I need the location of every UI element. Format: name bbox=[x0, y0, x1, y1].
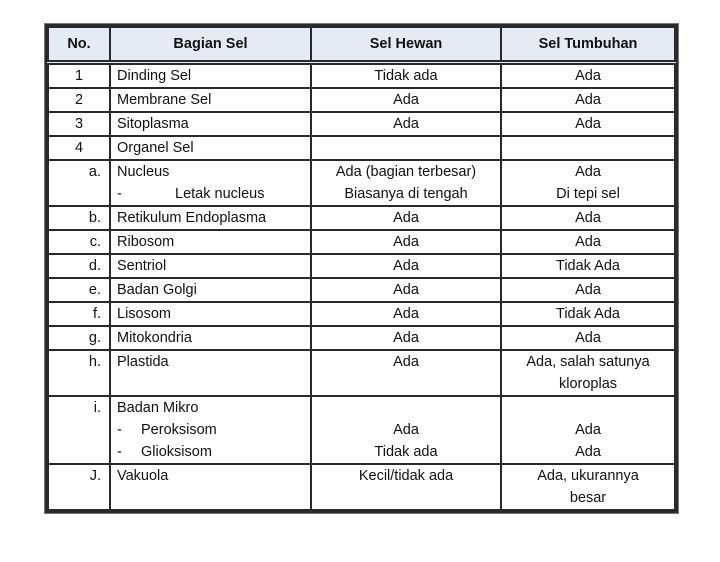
header-part: Bagian Sel bbox=[110, 27, 311, 63]
table-row bbox=[48, 396, 675, 464]
row-number: b. bbox=[48, 206, 110, 230]
table-row bbox=[48, 230, 675, 254]
cell-part: Vakuola bbox=[110, 464, 311, 510]
animal-line-2: Tidak ada bbox=[374, 444, 438, 460]
cell-animal: Ada bbox=[311, 350, 501, 396]
plant-line-1: Ada bbox=[575, 422, 601, 438]
cell-plant bbox=[501, 464, 675, 510]
cell-part: Membrane Sel bbox=[110, 88, 311, 112]
cell-plant bbox=[501, 396, 675, 464]
cell-animal bbox=[311, 396, 501, 464]
cell-part: Mitokondria bbox=[110, 326, 311, 350]
cell-part bbox=[110, 160, 311, 206]
cell-plant: Ada bbox=[501, 206, 675, 230]
header-no: No. bbox=[48, 27, 110, 63]
row-number: i. bbox=[48, 396, 110, 464]
dash-marker: - bbox=[117, 186, 122, 202]
dash-marker: - bbox=[117, 422, 122, 438]
table-row bbox=[48, 350, 675, 396]
cell-plant: Ada bbox=[501, 230, 675, 254]
cell-plant bbox=[501, 160, 675, 206]
sub-item-label: Peroksisom bbox=[141, 422, 217, 438]
plant-line-2: Ada bbox=[575, 444, 601, 460]
plant-line-1: Ada, ukurannya bbox=[537, 468, 639, 484]
cell-plant bbox=[501, 136, 675, 160]
sub-item-label: Glioksisom bbox=[141, 444, 212, 460]
cell-comparison-table-frame bbox=[45, 24, 678, 513]
cell-plant: Ada bbox=[501, 63, 675, 89]
sub-item bbox=[117, 419, 304, 441]
animal-line-1: Ada bbox=[393, 422, 419, 438]
row-number: 1 bbox=[48, 63, 110, 89]
row-number: 4 bbox=[48, 136, 110, 160]
plant-line-1: Ada, salah satunya bbox=[526, 354, 650, 370]
table-row bbox=[48, 63, 675, 89]
table-row bbox=[48, 464, 675, 510]
cell-part: Plastida bbox=[110, 350, 311, 396]
cell-comparison-table bbox=[47, 26, 676, 511]
cell-animal bbox=[311, 160, 501, 206]
sub-item bbox=[117, 441, 304, 463]
cell-part: Sitoplasma bbox=[110, 112, 311, 136]
part-label: Badan Mikro bbox=[117, 400, 199, 416]
cell-part bbox=[110, 396, 311, 464]
table-row bbox=[48, 326, 675, 350]
table-row bbox=[48, 254, 675, 278]
row-number: h. bbox=[48, 350, 110, 396]
animal-line-2: Biasanya di tengah bbox=[344, 186, 468, 202]
dash-marker: - bbox=[117, 444, 122, 460]
header-row bbox=[48, 27, 675, 63]
cell-part: Organel Sel bbox=[110, 136, 311, 160]
cell-part: Badan Golgi bbox=[110, 278, 311, 302]
row-number: J. bbox=[48, 464, 110, 510]
cell-part: Dinding Sel bbox=[110, 63, 311, 89]
cell-plant: Ada bbox=[501, 112, 675, 136]
cell-plant: Tidak Ada bbox=[501, 302, 675, 326]
cell-animal: Kecil/tidak ada bbox=[311, 464, 501, 510]
part-label: Nucleus bbox=[117, 164, 170, 180]
row-number: e. bbox=[48, 278, 110, 302]
cell-plant: Ada bbox=[501, 278, 675, 302]
cell-plant: Ada bbox=[501, 326, 675, 350]
row-number: d. bbox=[48, 254, 110, 278]
spacer bbox=[508, 397, 668, 419]
cell-animal: Ada bbox=[311, 326, 501, 350]
table-row bbox=[48, 88, 675, 112]
table-row bbox=[48, 112, 675, 136]
plant-line-2: besar bbox=[569, 490, 607, 506]
header-animal-cell: Sel Hewan bbox=[311, 27, 501, 63]
spacer bbox=[318, 397, 494, 419]
animal-line-1: Ada (bagian terbesar) bbox=[335, 164, 477, 180]
cell-plant: Ada bbox=[501, 88, 675, 112]
cell-part: Retikulum Endoplasma bbox=[110, 206, 311, 230]
table-row bbox=[48, 136, 675, 160]
cell-part: Ribosom bbox=[110, 230, 311, 254]
cell-animal: Ada bbox=[311, 112, 501, 136]
sub-item-label: Letak nucleus bbox=[175, 186, 265, 202]
row-number: f. bbox=[48, 302, 110, 326]
plant-line-2: Di tepi sel bbox=[556, 186, 620, 202]
cell-plant: Tidak Ada bbox=[501, 254, 675, 278]
table-row bbox=[48, 302, 675, 326]
cell-part: Lisosom bbox=[110, 302, 311, 326]
header-plant-cell: Sel Tumbuhan bbox=[501, 27, 675, 63]
plant-line-2: kloroplas bbox=[558, 376, 618, 392]
cell-plant bbox=[501, 350, 675, 396]
cell-animal: Ada bbox=[311, 302, 501, 326]
table-row bbox=[48, 206, 675, 230]
cell-animal: Ada bbox=[311, 88, 501, 112]
sub-item bbox=[117, 183, 304, 205]
cell-animal: Tidak ada bbox=[311, 63, 501, 89]
cell-animal: Ada bbox=[311, 278, 501, 302]
plant-line-1: Ada bbox=[575, 164, 601, 180]
row-number: c. bbox=[48, 230, 110, 254]
row-number: 2 bbox=[48, 88, 110, 112]
table-row bbox=[48, 160, 675, 206]
cell-animal: Ada bbox=[311, 254, 501, 278]
row-number: a. bbox=[48, 160, 110, 206]
cell-animal: Ada bbox=[311, 206, 501, 230]
cell-part: Sentriol bbox=[110, 254, 311, 278]
cell-animal: Ada bbox=[311, 230, 501, 254]
row-number: g. bbox=[48, 326, 110, 350]
cell-animal bbox=[311, 136, 501, 160]
table-row bbox=[48, 278, 675, 302]
row-number: 3 bbox=[48, 112, 110, 136]
